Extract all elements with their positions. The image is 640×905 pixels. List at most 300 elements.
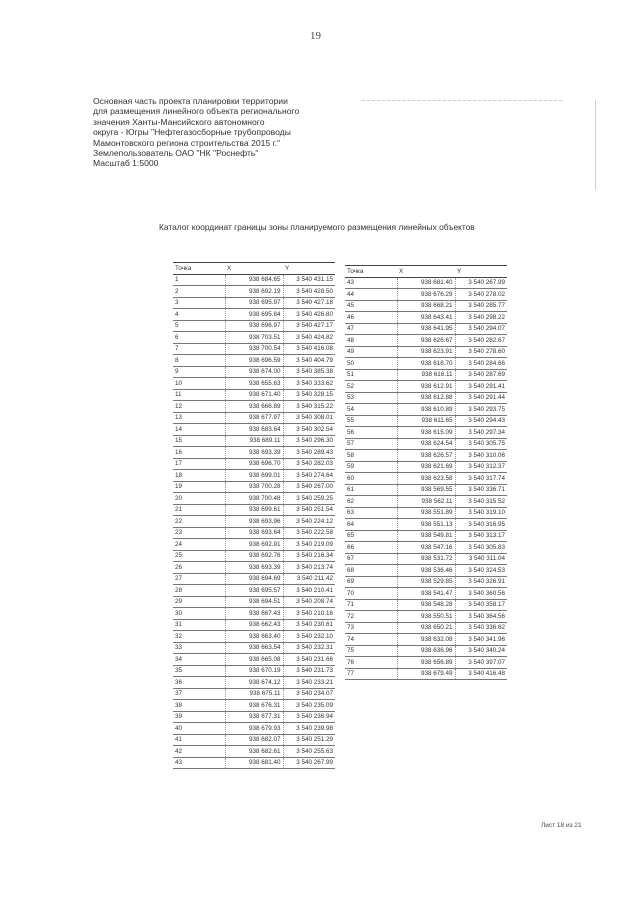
y-coordinate-cell: 3 540 317.74 [455,473,507,485]
point-number-cell: 42 [173,746,225,758]
x-coordinate-cell: 938 663.40 [225,631,283,643]
x-coordinate-cell: 938 541.47 [397,588,455,600]
x-coordinate-cell: 938 671.40 [225,389,283,401]
table-row [173,504,335,516]
y-coordinate-cell: 3 540 358.17 [455,599,507,611]
y-coordinate-cell: 3 540 210.16 [283,608,335,620]
table-row [173,274,335,286]
point-number-cell: 14 [173,424,225,436]
table-row [345,553,507,565]
table-row [345,450,507,462]
y-coordinate-cell: 3 540 305.75 [455,438,507,450]
y-coordinate-cell: 3 540 208.74 [283,596,335,608]
point-number-cell: 36 [173,677,225,689]
x-coordinate-cell: 938 694.69 [225,573,283,585]
point-number-cell: 69 [345,576,397,588]
point-number-cell: 19 [173,481,225,493]
point-number-cell: 73 [345,622,397,634]
table-row [345,668,507,680]
table-row [345,323,507,335]
x-coordinate-cell: 938 655.63 [225,378,283,390]
point-number-cell: 60 [345,473,397,485]
point-number-cell: 51 [345,369,397,381]
point-number-cell: 53 [345,392,397,404]
point-number-cell: 34 [173,654,225,666]
table-row [345,473,507,485]
x-coordinate-cell: 938 531.72 [397,553,455,565]
table-row [345,358,507,370]
x-coordinate-cell: 938 693.96 [225,516,283,528]
y-coordinate-cell: 3 540 235.09 [283,700,335,712]
x-coordinate-cell: 938 623.58 [397,473,455,485]
table-row [345,657,507,669]
y-coordinate-cell: 3 540 233.21 [283,677,335,689]
table-row [345,427,507,439]
x-coordinate-cell: 938 695.57 [225,585,283,597]
y-coordinate-cell: 3 540 251.29 [283,734,335,746]
x-coordinate-cell: 938 626.57 [397,450,455,462]
x-coordinate-cell: 938 682.07 [225,734,283,746]
table-row [173,723,335,735]
table-row [173,596,335,608]
point-number-cell: 17 [173,458,225,470]
x-coordinate-cell: 938 679.93 [225,723,283,735]
y-coordinate-cell: 3 540 255.63 [283,746,335,758]
point-number-cell: 55 [345,415,397,427]
x-coordinate-cell: 938 700.54 [225,343,283,355]
point-number-cell: 43 [345,277,397,289]
x-coordinate-cell: 938 674.00 [225,366,283,378]
y-coordinate-cell: 3 540 336.62 [455,622,507,634]
y-coordinate-cell: 3 540 224.12 [283,516,335,528]
point-number-cell: 18 [173,470,225,482]
point-number-cell: 49 [345,346,397,358]
y-coordinate-cell: 3 540 210.41 [283,585,335,597]
x-coordinate-cell: 938 623.91 [397,346,455,358]
y-coordinate-cell: 3 540 308.01 [283,412,335,424]
y-coordinate-cell: 3 540 296.30 [283,435,335,447]
point-number-cell: 57 [345,438,397,450]
point-number-cell: 29 [173,596,225,608]
point-number-cell: 66 [345,542,397,554]
table-row [173,631,335,643]
y-coordinate-cell: 3 540 315.22 [283,401,335,413]
x-coordinate-cell: 938 693.64 [225,527,283,539]
y-coordinate-cell: 3 540 427.17 [283,320,335,332]
x-coordinate-cell: 938 681.40 [397,277,455,289]
table-row [173,481,335,493]
table-row [345,484,507,496]
y-coordinate-cell: 3 540 231.73 [283,665,335,677]
y-coordinate-cell: 3 540 311.04 [455,553,507,565]
x-coordinate-cell: 938 616.11 [397,369,455,381]
header-line: Основная часть проекта планировки территории [93,96,288,106]
table-row [173,677,335,689]
y-coordinate-cell: 3 540 284.66 [455,358,507,370]
y-coordinate-cell: 3 540 305.83 [455,542,507,554]
table-row [345,415,507,427]
table-row [173,562,335,574]
x-coordinate-cell: 938 656.89 [397,657,455,669]
table-row [345,622,507,634]
table-row [173,642,335,654]
column-header-y: Y [455,266,507,278]
y-coordinate-cell: 3 540 278.60 [455,346,507,358]
table-row [173,309,335,321]
y-coordinate-cell: 3 540 328.15 [283,389,335,401]
table-row [345,346,507,358]
table-row [173,470,335,482]
x-coordinate-cell: 938 615.09 [397,427,455,439]
x-coordinate-cell: 938 662.43 [225,619,283,631]
point-number-cell: 31 [173,619,225,631]
table-row [345,381,507,393]
point-number-cell: 59 [345,461,397,473]
point-number-cell: 46 [345,312,397,324]
y-coordinate-cell: 3 540 313.17 [455,530,507,542]
table-row [173,412,335,424]
x-coordinate-cell: 938 699.01 [225,470,283,482]
x-coordinate-cell: 938 699.61 [225,504,283,516]
x-coordinate-cell: 938 677.97 [225,412,283,424]
point-number-cell: 63 [345,507,397,519]
point-number-cell: 20 [173,493,225,505]
point-number-cell: 48 [345,335,397,347]
y-coordinate-cell: 3 540 340.24 [455,645,507,657]
header-line: для размещения линейного объекта регионального [93,106,300,117]
y-coordinate-cell: 3 540 239.98 [283,723,335,735]
table-row [173,665,335,677]
table-row [173,424,335,436]
point-number-cell: 50 [345,358,397,370]
x-coordinate-cell: 938 693.39 [225,447,283,459]
x-coordinate-cell: 938 696.59 [225,355,283,367]
y-coordinate-cell: 3 540 287.69 [455,369,507,381]
y-coordinate-cell: 3 540 404.79 [283,355,335,367]
table-row [173,389,335,401]
table-row [173,297,335,309]
x-coordinate-cell: 938 692.91 [225,539,283,551]
point-number-cell: 24 [173,539,225,551]
table-row [173,401,335,413]
point-number-cell: 1 [173,274,225,286]
document-header [93,96,299,169]
y-coordinate-cell: 3 540 341.96 [455,634,507,646]
y-coordinate-cell: 3 540 319.10 [455,507,507,519]
point-number-cell: 6 [173,332,225,344]
point-number-cell: 64 [345,519,397,531]
x-coordinate-cell: 938 665.08 [225,654,283,666]
x-coordinate-cell: 938 612.91 [397,381,455,393]
x-coordinate-cell: 938 670.19 [225,665,283,677]
point-number-cell: 54 [345,404,397,416]
page-number: 19 [310,30,321,42]
table-header-row [173,263,335,275]
point-number-cell: 62 [345,496,397,508]
y-coordinate-cell: 3 540 231.66 [283,654,335,666]
y-coordinate-cell: 3 540 294.07 [455,323,507,335]
y-coordinate-cell: 3 540 312.37 [455,461,507,473]
table-row [173,573,335,585]
y-coordinate-cell: 3 540 251.54 [283,504,335,516]
table-row [173,619,335,631]
point-number-cell: 45 [345,300,397,312]
point-number-cell: 9 [173,366,225,378]
y-coordinate-cell: 3 540 385.38 [283,366,335,378]
x-coordinate-cell: 938 677.31 [225,711,283,723]
x-coordinate-cell: 938 626.67 [397,335,455,347]
point-number-cell: 2 [173,286,225,298]
y-coordinate-cell: 3 540 364.56 [455,611,507,623]
table-row [173,493,335,505]
y-coordinate-cell: 3 540 230.61 [283,619,335,631]
y-coordinate-cell: 3 540 428.50 [283,286,335,298]
x-coordinate-cell: 938 696.97 [225,320,283,332]
x-coordinate-cell: 938 676.29 [397,289,455,301]
point-number-cell: 75 [345,645,397,657]
y-coordinate-cell: 3 540 274.64 [283,470,335,482]
x-coordinate-cell: 938 549.81 [397,530,455,542]
point-number-cell: 70 [345,588,397,600]
point-number-cell: 37 [173,688,225,700]
x-coordinate-cell: 938 703.51 [225,332,283,344]
point-number-cell: 33 [173,642,225,654]
y-coordinate-cell: 3 540 267.00 [283,481,335,493]
x-coordinate-cell: 938 636.96 [397,645,455,657]
x-coordinate-cell: 938 682.61 [225,746,283,758]
y-coordinate-cell: 3 540 431.15 [283,274,335,286]
point-number-cell: 8 [173,355,225,367]
y-coordinate-cell: 3 540 232.31 [283,642,335,654]
table-row [173,757,335,769]
table-row [173,320,335,332]
table-row [173,734,335,746]
x-coordinate-cell: 938 674.12 [225,677,283,689]
x-coordinate-cell: 938 695.97 [225,297,283,309]
point-number-cell: 4 [173,309,225,321]
y-coordinate-cell: 3 540 216.34 [283,550,335,562]
y-coordinate-cell: 3 540 282.03 [283,458,335,470]
y-coordinate-cell: 3 540 297.34 [455,427,507,439]
point-number-cell: 13 [173,412,225,424]
table-row [173,550,335,562]
margin-mark [595,100,596,190]
x-coordinate-cell: 938 679.49 [397,668,455,680]
point-number-cell: 56 [345,427,397,439]
x-coordinate-cell: 938 632.08 [397,634,455,646]
x-coordinate-cell: 938 700.28 [225,481,283,493]
table-row [345,392,507,404]
x-coordinate-cell: 938 610.89 [397,404,455,416]
column-header-point: Точка [345,266,397,278]
x-coordinate-cell: 938 692.76 [225,550,283,562]
y-coordinate-cell: 3 540 416.08 [283,343,335,355]
header-line: Мамонтовского региона строительства 2015 г." [93,137,281,148]
x-coordinate-cell: 938 675.11 [225,688,283,700]
point-number-cell: 52 [345,381,397,393]
x-coordinate-cell: 938 694.51 [225,596,283,608]
y-coordinate-cell: 3 540 213.74 [283,562,335,574]
table-row [345,312,507,324]
y-coordinate-cell: 3 540 267.99 [283,757,335,769]
y-coordinate-cell: 3 540 315.52 [455,496,507,508]
table-row [345,289,507,301]
y-coordinate-cell: 3 540 294.43 [455,415,507,427]
point-number-cell: 65 [345,530,397,542]
y-coordinate-cell: 3 540 416.48 [455,668,507,680]
table-row [345,530,507,542]
x-coordinate-cell: 938 551.13 [397,519,455,531]
point-number-cell: 16 [173,447,225,459]
x-coordinate-cell: 938 667.43 [225,608,283,620]
y-coordinate-cell: 3 540 291.41 [455,381,507,393]
point-number-cell: 7 [173,343,225,355]
y-coordinate-cell: 3 540 316.95 [455,519,507,531]
table-header-row [345,266,507,278]
x-coordinate-cell: 938 621.69 [397,461,455,473]
x-coordinate-cell: 938 676.31 [225,700,283,712]
x-coordinate-cell: 938 683.64 [225,424,283,436]
x-coordinate-cell: 938 529.85 [397,576,455,588]
table-row [173,435,335,447]
table-row [345,300,507,312]
point-number-cell: 26 [173,562,225,574]
y-coordinate-cell: 3 540 298.22 [455,312,507,324]
table-row [173,516,335,528]
table-row [173,539,335,551]
point-number-cell: 40 [173,723,225,735]
y-coordinate-cell: 3 540 278.02 [455,289,507,301]
y-coordinate-cell: 3 540 289.43 [283,447,335,459]
point-number-cell: 44 [345,289,397,301]
x-coordinate-cell: 938 611.65 [397,415,455,427]
point-number-cell: 61 [345,484,397,496]
table-row [345,576,507,588]
y-coordinate-cell: 3 540 324.53 [455,565,507,577]
point-number-cell: 23 [173,527,225,539]
table-row [345,438,507,450]
table-row [173,688,335,700]
point-number-cell: 47 [345,323,397,335]
table-row [173,355,335,367]
table-row [173,746,335,758]
y-coordinate-cell: 3 540 267.99 [455,277,507,289]
point-number-cell: 77 [345,668,397,680]
x-coordinate-cell: 938 547.16 [397,542,455,554]
y-coordinate-cell: 3 540 236.94 [283,711,335,723]
column-header-x: X [225,263,283,275]
x-coordinate-cell: 938 624.54 [397,438,455,450]
point-number-cell: 3 [173,297,225,309]
point-number-cell: 32 [173,631,225,643]
table-row [345,277,507,289]
table-row [173,458,335,470]
y-coordinate-cell: 3 540 326.91 [455,576,507,588]
y-coordinate-cell: 3 540 285.77 [455,300,507,312]
table-row [345,369,507,381]
y-coordinate-cell: 3 540 310.06 [455,450,507,462]
point-number-cell: 68 [345,565,397,577]
sheet-number: Лист 18 из 21 [541,822,582,829]
table-row [345,599,507,611]
x-coordinate-cell: 938 612.88 [397,392,455,404]
y-coordinate-cell: 3 540 234.07 [283,688,335,700]
y-coordinate-cell: 3 540 426.80 [283,309,335,321]
point-number-cell: 27 [173,573,225,585]
column-header-point: Точка [173,263,225,275]
table-row [173,378,335,390]
point-number-cell: 41 [173,734,225,746]
y-coordinate-cell: 3 540 424.82 [283,332,335,344]
table-row [345,588,507,600]
coordinates-table-right [345,265,507,680]
point-number-cell: 12 [173,401,225,413]
point-number-cell: 43 [173,757,225,769]
x-coordinate-cell: 938 548.28 [397,599,455,611]
point-number-cell: 71 [345,599,397,611]
table-row [345,645,507,657]
x-coordinate-cell: 938 681.40 [225,757,283,769]
table-row [173,608,335,620]
table-row [345,542,507,554]
point-number-cell: 15 [173,435,225,447]
point-number-cell: 38 [173,700,225,712]
table-row [173,527,335,539]
point-number-cell: 25 [173,550,225,562]
x-coordinate-cell: 938 689.11 [225,435,283,447]
x-coordinate-cell: 938 695.84 [225,309,283,321]
table-row [345,461,507,473]
table-row [173,711,335,723]
y-coordinate-cell: 3 540 211.42 [283,573,335,585]
x-coordinate-cell: 938 700.48 [225,493,283,505]
header-line: округа - Югры "Нефтегазосборные трубопроводы [93,127,291,138]
header-line: значения Ханты-Мансийского автономного [93,116,265,127]
x-coordinate-cell: 938 550.51 [397,611,455,623]
point-number-cell: 74 [345,634,397,646]
header-line: Масштаб 1:5000 [93,158,159,169]
table-row [345,496,507,508]
separator-line [362,100,562,101]
point-number-cell: 72 [345,611,397,623]
table-row [173,700,335,712]
y-coordinate-cell: 3 540 302.54 [283,424,335,436]
y-coordinate-cell: 3 540 427.18 [283,297,335,309]
catalog-title: Каталог координат границы зоны планируемого размещения линейных объектов [159,222,475,232]
table-row [345,335,507,347]
x-coordinate-cell: 938 666.89 [225,401,283,413]
y-coordinate-cell: 3 540 232.10 [283,631,335,643]
table-row [345,519,507,531]
table-row [173,286,335,298]
x-coordinate-cell: 938 684.65 [225,274,283,286]
coordinates-table-left [173,262,335,769]
y-coordinate-cell: 3 540 360.56 [455,588,507,600]
y-coordinate-cell: 3 540 219.09 [283,539,335,551]
point-number-cell: 35 [173,665,225,677]
point-number-cell: 30 [173,608,225,620]
column-header-x: X [397,266,455,278]
x-coordinate-cell: 938 551.89 [397,507,455,519]
point-number-cell: 21 [173,504,225,516]
x-coordinate-cell: 938 569.55 [397,484,455,496]
column-header-y: Y [283,263,335,275]
point-number-cell: 58 [345,450,397,462]
table-row [173,332,335,344]
point-number-cell: 5 [173,320,225,332]
point-number-cell: 28 [173,585,225,597]
point-number-cell: 11 [173,389,225,401]
